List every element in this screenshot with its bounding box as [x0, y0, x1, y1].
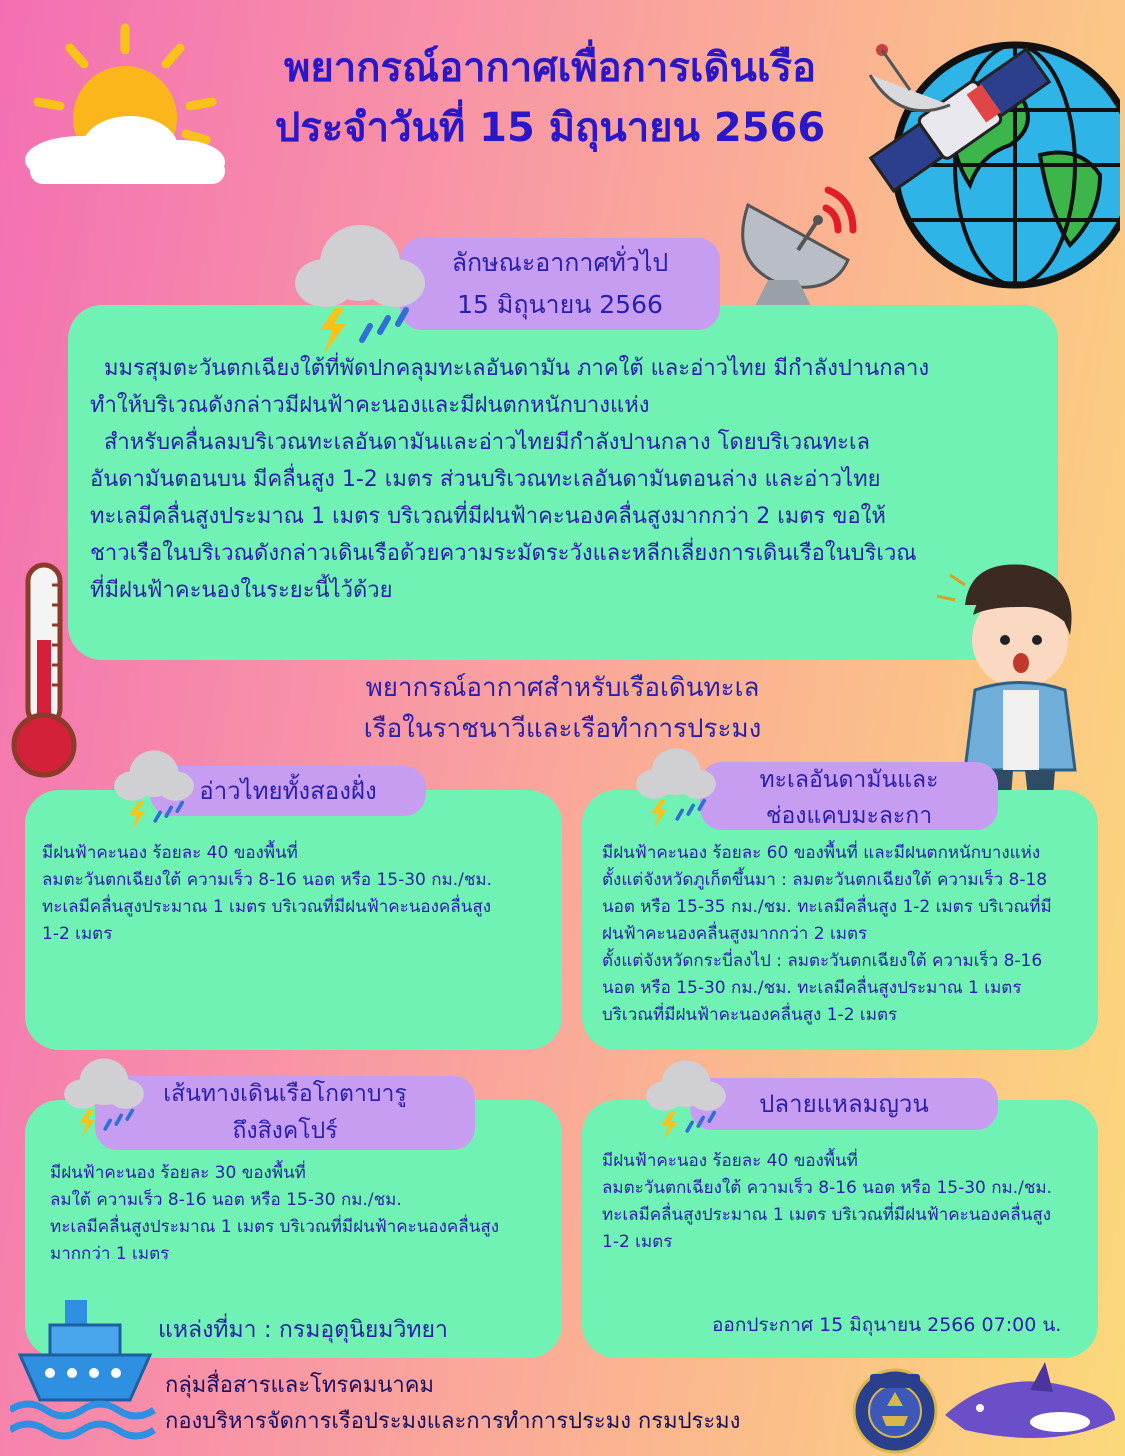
forecast-heading-line-2: เรือในราชนาวีและเรือทำการประมง [363, 714, 762, 744]
general-conditions-label [400, 238, 720, 330]
radar-dish-icon [728, 180, 868, 315]
title-line-2: ประจำวันที่ 15 มิถุนายน 2566 [274, 105, 826, 151]
andaman-label-line-1: ทะเลอันดามันและ [759, 767, 939, 793]
andaman-line: บริเวณที่มีฝนฟ้าคะนองคลื่นสูง 1-2 เมตร [602, 1005, 898, 1025]
kota-label-line-2: ถึงสิงคโปร์ [232, 1118, 338, 1144]
kota-line: ลมใต้ ความเร็ว 8-16 นอต หรือ 15-30 กม./ชม. [50, 1190, 402, 1210]
kota-forecast [50, 1160, 499, 1268]
storm-cloud-icon [640, 1050, 732, 1142]
general-description [90, 350, 1040, 609]
storm-cloud-icon [58, 1048, 150, 1140]
kota-label [95, 1076, 475, 1150]
andaman-line: มีฝนฟ้าคะนอง ร้อยละ 60 ของพื้นที่ และมีฝนตกหนักบางแห่ง [602, 843, 1041, 863]
camau-line: ลมตะวันตกเฉียงใต้ ความเร็ว 8-16 นอต หรือ 15-30 กม./ชม. [602, 1178, 1053, 1198]
forecast-heading-line-1: พยากรณ์อากาศสำหรับเรือเดินทะเล [365, 673, 760, 703]
andaman-line: นอต หรือ 15-30 กม./ชม. ทะเลมีคลื่นสูงประมาณ 1 เมตร [602, 978, 1022, 998]
kota-line: มากกว่า 1 เมตร [50, 1244, 170, 1264]
general-line: มมรสุมตะวันตกเฉียงใต้ที่พัดปกคลุมทะเลอันดามัน ภาคใต้ และอ่าวไทย มีกำลังปานกลาง [90, 356, 930, 381]
general-line: สำหรับคลื่นลมบริเวณทะเลอันดามันและอ่าวไทยมีกำลังปานกลาง โดยบริเวณทะเล [90, 430, 870, 455]
storm-cloud-icon [630, 738, 722, 830]
kota-line: ทะเลมีคลื่นสูงประมาณ 1 เมตร บริเวณที่มีฝนฟ้าคะนองคลื่นสูง [50, 1217, 499, 1237]
general-line: ชาวเรือในบริเวณดังกล่าวเดินเรือด้วยความระมัดระวังและหลีกเลี่ยงการเดินเรือในบริเวณ [90, 541, 917, 566]
camau-line: 1-2 เมตร [602, 1232, 673, 1252]
general-label-line-2: 15 มิถุนายน 2566 [457, 290, 663, 319]
camau-forecast [602, 1148, 1052, 1256]
andaman-line: ตั้งแต่จังหวัดภูเก็ตขึ้นมา : ลมตะวันตกเฉียงใต้ ความเร็ว 8-18 [602, 870, 1048, 890]
storm-cloud-icon [108, 740, 200, 832]
gulf-line: ลมตะวันตกเฉียงใต้ ความเร็ว 8-16 นอต หรือ 15-30 กม./ชม. [42, 870, 493, 890]
andaman-label-line-2: ช่องแคบมะละกา [765, 803, 933, 829]
page-title [200, 38, 900, 158]
forecast-heading [200, 668, 925, 750]
kota-line: มีฝนฟ้าคะนอง ร้อยละ 30 ของพื้นที่ [50, 1163, 306, 1183]
gulf-label-text: อ่าวไทยทั้งสองฝั่ง [199, 777, 377, 805]
camau-label-text: ปลายแหลมญวน [759, 1090, 929, 1118]
storm-cloud-icon [290, 208, 430, 358]
issued-text: ออกประกาศ 15 มิถุนายน 2566 07:00 น. [712, 1314, 1062, 1336]
camau-line: มีฝนฟ้าคะนอง ร้อยละ 40 ของพื้นที่ [602, 1151, 858, 1171]
camau-label [690, 1078, 998, 1130]
general-line: ทะเลมีคลื่นสูงประมาณ 1 เมตร บริเวณที่มีฝนฟ้าคะนองคลื่นสูงมากกว่า 2 เมตร ขอให้ [90, 504, 886, 529]
andaman-line: ตั้งแต่จังหวัดกระบี่ลงไป : ลมตะวันตกเฉียงใต้ ความเร็ว 8-16 [602, 951, 1043, 971]
gulf-line: มีฝนฟ้าคะนอง ร้อยละ 40 ของพื้นที่ [42, 843, 298, 863]
general-line: ที่มีฝนฟ้าคะนองในระยะนี้ไว้ด้วย [90, 578, 393, 603]
andaman-line: นอต หรือ 15-35 กม./ชม. ทะเลมีคลื่นสูง 1-2 เมตร บริเวณที่มี [602, 897, 1052, 917]
general-line: ทำให้บริเวณดังกล่าวมีฝนฟ้าคะนองและมีฝนตกหนักบางแห่ง [90, 393, 650, 418]
andaman-line: ฝนฟ้าคะนองคลื่นสูงมากกว่า 2 เมตร [602, 924, 868, 944]
footer-line-1: กลุ่มสื่อสารและโทรคมนาคม [165, 1373, 434, 1398]
title-line-1: พยากรณ์อากาศเพื่อการเดินเรือ [283, 45, 817, 91]
camau-line: ทะเลมีคลื่นสูงประมาณ 1 เมตร บริเวณที่มีฝนฟ้าคะนองคลื่นสูง [602, 1205, 1051, 1225]
footer-line-2: กองบริหารจัดการเรือประมงและการทำการประมง กรมประมง [165, 1409, 741, 1434]
footer-text [165, 1368, 740, 1440]
satellite-icon [860, 25, 1060, 210]
general-label-line-1: ลักษณะอากาศทั่วไป [451, 248, 669, 277]
ship-icon [10, 1295, 160, 1445]
source-text: แหล่งที่มา : กรมอุตุนิยมวิทยา [158, 1317, 448, 1343]
gulf-line: 1-2 เมตร [42, 924, 113, 944]
gulf-line: ทะเลมีคลื่นสูงประมาณ 1 เมตร บริเวณที่มีฝนฟ้าคะนองคลื่นสูง [42, 897, 491, 917]
gulf-forecast [42, 840, 492, 948]
thermometer-icon [8, 560, 80, 782]
general-line: อันดามันตอนบน มีคลื่นสูง 1-2 เมตร ส่วนบริเวณทะเลอันดามันตอนล่าง และอ่าวไทย [90, 467, 881, 492]
andaman-label [700, 762, 998, 830]
fisheries-seal-logo [852, 1368, 938, 1454]
orca-icon [940, 1360, 1120, 1452]
andaman-forecast [602, 840, 1052, 1029]
kota-label-line-1: เส้นทางเดินเรือโกตาบารู [163, 1081, 407, 1107]
